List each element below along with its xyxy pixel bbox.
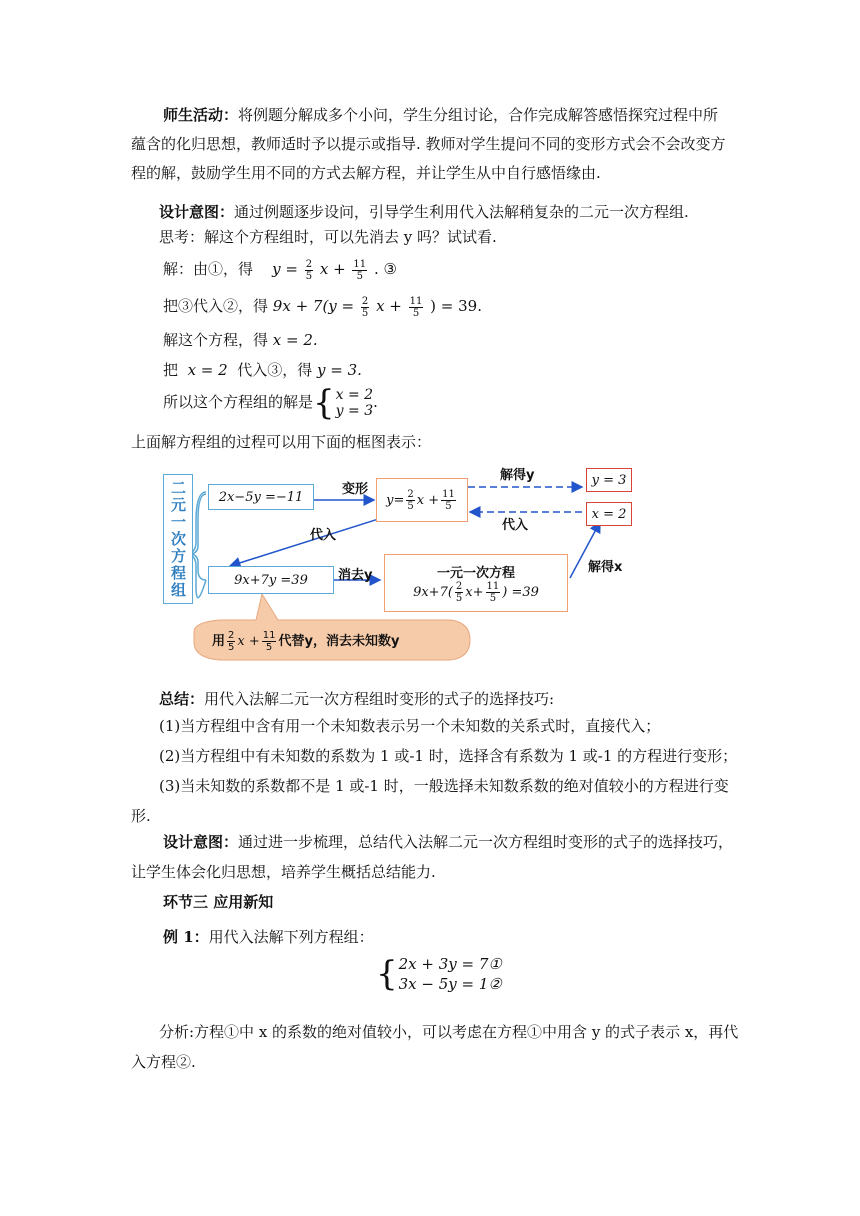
sol4-mid: 代入③，得 — [237, 361, 313, 379]
sol2-post: ) = 39. — [430, 297, 482, 315]
summary-item-3: (3)当未知数的系数都不是 1 或-1 时，一般选择未知数系数的绝对值较小的方程进行变 — [159, 777, 729, 795]
label-solve-x: 解得x — [588, 560, 623, 575]
activity-text-3: 程的解，鼓励学生用不同的方式去解方程，并让学生从中自行感悟缘由. — [131, 164, 601, 182]
activity-text-2: 蕴含的化归思想，教师适时予以提示或指导. 教师对学生提问不同的变形方式会不会改变方 — [131, 135, 726, 153]
activity-text-1: 将例题分解成多个小问，学生分组讨论，合作完成解答感悟探究过程中所 — [238, 106, 719, 124]
solution-line-1 — [163, 254, 397, 284]
sol3-pre: 解这个方程，得 — [163, 331, 269, 349]
one-var-eq-box: 一元一次方程 9x+7( $\frac{2}{5}$ x+ $\frac{11}{5}$ ) =39 — [384, 554, 568, 612]
label-transform: 变形 — [342, 482, 369, 497]
y-result-box: y = 3 — [586, 468, 632, 492]
eq1-box: 2x−5y =−11 — [208, 484, 314, 510]
example-eq2: 3x − 5y = 1② — [398, 975, 502, 993]
intent2-label: 设计意图： — [163, 833, 239, 851]
summary-item-3-cont: 形. — [131, 807, 151, 825]
example-eq1: 2x + 3y = 7① — [398, 955, 502, 973]
summary-label: 总结： — [159, 690, 205, 708]
summary-heading — [159, 684, 554, 714]
sol5-pre: 所以这个方程组的解是 — [163, 393, 314, 411]
side-title-box: 二元一次方程组 — [163, 474, 193, 604]
section-3-title: 环节三 应用新知 — [163, 893, 274, 911]
sol5-post: . — [373, 393, 378, 411]
solution-line-5 — [163, 383, 378, 423]
sol3-eq: x = 2. — [272, 331, 318, 349]
eq2-box: 9x+7y =39 — [208, 566, 334, 594]
example-system: { 2x + 3y = 7① 3x − 5y = 1② — [376, 954, 502, 994]
solution-system: { x = 2 y = 3 — [313, 383, 374, 423]
flow-diagram — [160, 462, 650, 682]
sol4-eq1: x = 2 — [187, 361, 228, 379]
example-label: 例 1： — [163, 928, 209, 946]
label-substitute: 代入 — [310, 528, 337, 543]
intent-text: 通过例题逐步设问，引导学生利用代入法解稍复杂的二元一次方程组. — [234, 203, 689, 221]
summary-item-1: (1)当方程组中含有用一个未知数表示另一个未知数的关系式时，直接代入； — [159, 717, 661, 735]
activity-label: 师生活动： — [163, 106, 239, 124]
label-substitute2: 代入 — [502, 518, 529, 533]
teacher-student-activity-line1 — [163, 100, 743, 130]
analysis-line-1: 分析:方程①中 x 的系数的绝对值较小，可以考虑在方程①中用含 y 的式子表示 x，再代 — [159, 1023, 739, 1041]
sol1-frac1: $\frac{2}{5}$ — [305, 258, 313, 282]
intent2-line1: 通过进一步梳理，总结代入法解二元一次方程组时变形的式子的选择技巧， — [238, 833, 734, 851]
design-intent-2 — [163, 827, 753, 857]
y-expression-box: y= $\frac{2}{5}$ x + $\frac{11}{5}$ — [376, 478, 468, 522]
example-1 — [163, 922, 374, 952]
label-eliminate: 消去y — [338, 568, 373, 583]
sol2-frac1: $\frac{2}{5}$ — [361, 295, 369, 319]
analysis-line-2: 入方程②. — [131, 1053, 196, 1071]
sol1-frac2: $\frac{11}{5}$ — [353, 258, 367, 282]
intent-label: 设计意图： — [159, 203, 235, 221]
example-text: 用代入法解下列方程组： — [208, 928, 374, 946]
think-prompt: 思考：解这个方程组时，可以先消去 y 吗？试试看. — [159, 228, 497, 246]
sol1-lhs: y = — [272, 260, 298, 278]
arrow-substitute — [230, 516, 388, 566]
sol2-pre: 把③代入②，得 — [163, 297, 269, 315]
sol1-pre: 解：由①，得 — [163, 260, 254, 278]
summary-text: 用代入法解二元一次方程组时变形的式子的选择技巧: — [204, 690, 555, 708]
diagram-intro: 上面解方程组的过程可以用下面的框图表示： — [131, 433, 432, 451]
solution-line-4 — [163, 355, 362, 385]
summary-item-2: (2)当方程组中有未知数的系数为 1 或-1 时，选择含有系数为 1 或-1 的方程进行变形； — [159, 747, 738, 765]
sol2-frac2: $\frac{11}{5}$ — [409, 295, 423, 319]
sol1-mid: x + — [319, 260, 346, 278]
label-solve-y: 解得y — [500, 468, 535, 483]
sol4-eq2: y = 3. — [317, 361, 362, 379]
x-result-box: x = 2 — [586, 502, 632, 526]
sol2-a: 9x + 7(y = — [272, 297, 355, 315]
intent2-line2: 让学生体会化归思想，培养学生概括总结能力. — [131, 863, 436, 881]
sol2-mid: x + — [376, 297, 402, 315]
solution-line-3 — [163, 325, 318, 355]
sol4-pre: 把 — [163, 361, 179, 379]
solution-line-2 — [163, 291, 482, 321]
sol1-post: . ③ — [373, 260, 397, 278]
callout-text: 用 $\frac{2}{5}$ x + $\frac{11}{5}$ 代替y，消去未知数y — [212, 630, 400, 653]
